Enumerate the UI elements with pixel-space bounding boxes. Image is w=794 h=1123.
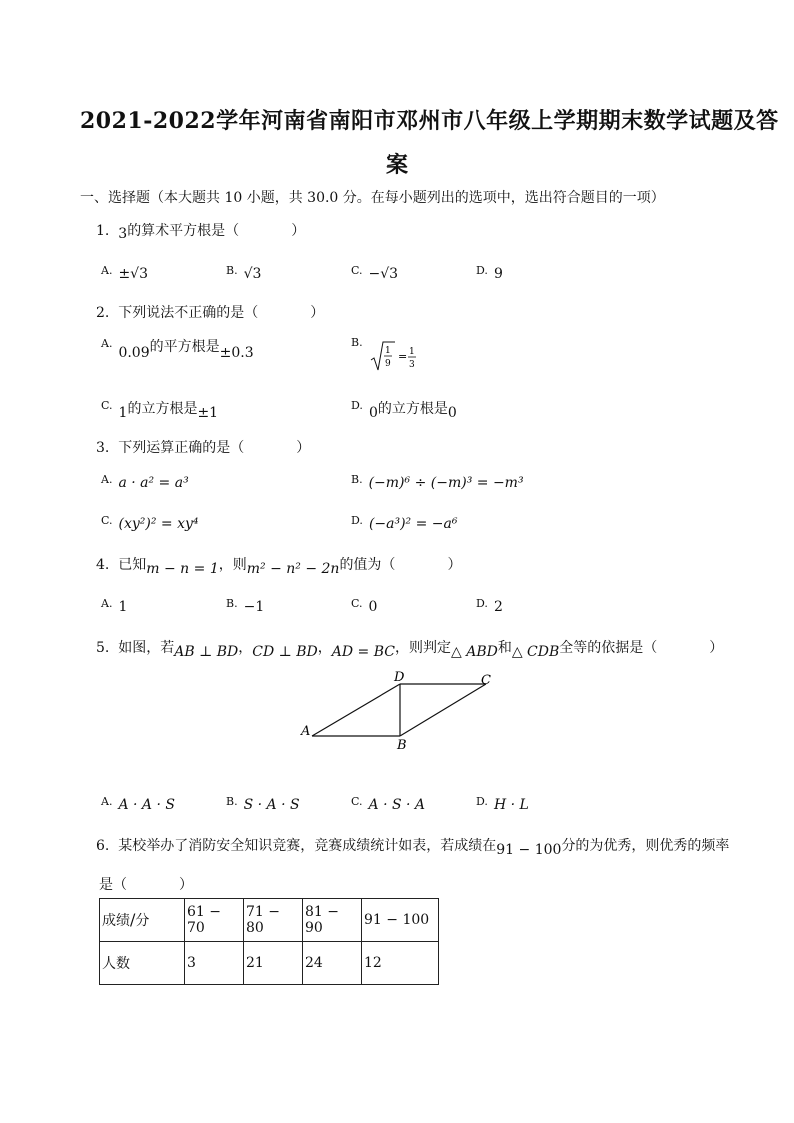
math: AD = BC	[331, 644, 395, 660]
option-label: B.	[351, 473, 363, 486]
paren-close: ）	[310, 305, 325, 321]
math: 0	[447, 405, 457, 421]
question-text: 某校举办了消防安全知识竞赛，竞赛成绩统计如表，若成绩在	[118, 838, 497, 854]
option-value: A · S · A	[368, 797, 426, 813]
table-row	[100, 942, 439, 985]
q4-option-a[interactable]	[101, 597, 127, 615]
option-label: B.	[226, 264, 238, 277]
question-4	[96, 554, 461, 577]
option-label: D.	[476, 795, 488, 808]
label-b: B	[397, 738, 407, 753]
question-text: ，则	[218, 557, 247, 573]
question-number: 6.	[96, 838, 110, 854]
q4-option-c[interactable]	[351, 597, 377, 615]
q2-option-c[interactable]	[101, 398, 218, 421]
math: m² − n² − 2n	[246, 561, 340, 577]
corner-unit: 分	[135, 913, 150, 929]
option-label: C.	[351, 264, 363, 277]
segment-bc	[400, 684, 486, 736]
q5-option-b[interactable]	[226, 795, 300, 813]
question-1	[96, 220, 305, 242]
math: 0.09	[118, 345, 150, 361]
question-text: 分的为优秀，则优秀的频率	[561, 838, 730, 854]
option-label: D.	[351, 399, 363, 412]
option-value: 2	[493, 599, 503, 615]
option-text: 的立方根是	[127, 401, 198, 417]
q5-option-d[interactable]	[476, 795, 529, 813]
table-cell: 12	[362, 942, 439, 985]
label-a: A	[301, 724, 311, 739]
svg-text:1: 1	[409, 347, 415, 357]
option-label: B.	[226, 597, 238, 610]
table-corner-cell: 成绩/分	[100, 899, 185, 942]
table-header-cell: 71 − 80	[244, 899, 303, 942]
label-c: C	[481, 673, 491, 688]
option-value: √3	[243, 266, 262, 282]
question-number: 2.	[96, 305, 110, 321]
q2-option-b[interactable]	[351, 336, 415, 370]
math: △ ABD	[451, 644, 498, 660]
option-label: C.	[351, 795, 363, 808]
svg-text:1: 1	[385, 346, 391, 356]
question-text: 如图，若	[118, 640, 175, 656]
option-value: (−m)⁶ ÷ (−m)³ = −m³	[368, 475, 524, 491]
svg-text:3: 3	[409, 360, 415, 370]
question-number: 5.	[96, 640, 110, 656]
math: CD ⊥ BD	[252, 644, 318, 660]
option-label: D.	[476, 264, 488, 277]
option-text: 的立方根是	[377, 401, 448, 417]
q5-option-c[interactable]	[351, 795, 425, 813]
q4-option-b[interactable]	[226, 597, 264, 615]
option-label: D.	[351, 514, 363, 527]
question-text: 是（	[99, 877, 127, 893]
option-value: −1	[243, 599, 265, 615]
paren-close: ）	[291, 223, 306, 239]
option-label: A.	[101, 337, 113, 350]
q3-option-b[interactable]	[351, 473, 524, 491]
table-header-cell: 81 − 90	[303, 899, 362, 942]
option-text: 的平方根是	[149, 339, 220, 355]
math: △ CDB	[511, 644, 560, 660]
math: AB ⊥ BD	[174, 644, 239, 660]
option-value: (−a³)² = −a⁶	[368, 516, 458, 532]
score-table	[99, 898, 439, 985]
question-5	[96, 637, 723, 660]
table-cell: 3	[185, 942, 244, 985]
option-label: C.	[351, 597, 363, 610]
q1-option-b[interactable]	[226, 264, 261, 282]
option-value: a · a² = a³	[118, 475, 189, 491]
option-label: A.	[101, 597, 113, 610]
segment-ad	[312, 684, 400, 736]
option-value: (xy²)² = xy⁴	[118, 516, 199, 532]
punct: ，	[317, 640, 332, 656]
option-label: C.	[101, 514, 113, 527]
question-text: 和	[497, 640, 512, 656]
question-text: 已知	[118, 557, 147, 573]
option-value: −√3	[368, 266, 399, 282]
option-label: B.	[226, 795, 238, 808]
section-heading: 一、选择题（本大题共 10 小题，共 30.0 分。在每小题列出的选项中，选出符合题目的一项）	[80, 190, 665, 206]
option-value: ±√3	[118, 266, 149, 282]
question-text: ，则判定	[395, 640, 451, 656]
q4-option-d[interactable]	[476, 597, 503, 615]
table-header-cell: 61 − 70	[185, 899, 244, 942]
paren-close: ）	[296, 440, 311, 456]
paren-close: ）	[709, 640, 724, 656]
q1-option-c[interactable]	[351, 264, 398, 282]
table-cell: 21	[244, 942, 303, 985]
table-header-row	[100, 899, 439, 942]
math: 0	[368, 405, 378, 421]
svg-text:=: =	[398, 350, 408, 363]
question-text: 的值为（	[339, 557, 396, 573]
option-label: A.	[101, 473, 113, 486]
table-header-cell: 91 − 100	[362, 899, 439, 942]
question-text: 下列说法不正确的是（	[118, 305, 259, 321]
q2-option-d[interactable]	[351, 398, 457, 421]
question-6	[96, 835, 729, 858]
question-number: 3.	[96, 440, 110, 456]
table-cell: 24	[303, 942, 362, 985]
question-number: 1.	[96, 223, 110, 239]
math: 3	[118, 226, 128, 242]
question-2	[96, 302, 324, 322]
question-6-cont	[99, 874, 193, 894]
question-text: 全等的依据是（	[559, 640, 658, 656]
math: m − n = 1	[146, 561, 219, 577]
punct: ，	[238, 640, 253, 656]
question-text: 下列运算正确的是（	[118, 440, 245, 456]
option-label: D.	[476, 597, 488, 610]
question-number: 4.	[96, 557, 110, 573]
page-title-cont: 案	[386, 152, 409, 178]
q1-option-d[interactable]	[476, 264, 503, 282]
option-value: H · L	[493, 797, 529, 813]
q5-option-a[interactable]	[101, 795, 175, 813]
geometry-figure	[298, 668, 518, 758]
option-label: A.	[101, 795, 113, 808]
option-label: B.	[351, 336, 363, 349]
q1-option-a[interactable]	[101, 264, 148, 282]
question-3	[96, 437, 310, 457]
paren-close: ）	[447, 557, 462, 573]
math: ±0.3	[219, 345, 254, 361]
page-title: 2021-2022学年河南省南阳市邓州市八年级上学期期末数学试题及答	[80, 108, 779, 134]
option-label: C.	[101, 399, 113, 412]
option-value: 1	[118, 599, 128, 615]
math: ±1	[197, 405, 219, 421]
option-value: 0	[368, 599, 378, 615]
q3-option-c[interactable]	[101, 514, 199, 532]
label-d: D	[394, 670, 405, 685]
q3-option-d[interactable]	[351, 514, 457, 532]
q3-option-a[interactable]	[101, 473, 189, 491]
math: 91 − 100	[496, 842, 562, 858]
sqrt-fraction-formula	[369, 338, 421, 378]
table-row-label: 人数	[100, 942, 185, 985]
option-value: 9	[493, 266, 503, 282]
option-value: S · A · S	[243, 797, 300, 813]
svg-text:9: 9	[385, 359, 391, 369]
math: 1	[118, 405, 128, 421]
corner-label: 成绩	[102, 913, 130, 929]
question-text: 的算术平方根是（	[127, 223, 240, 239]
option-value: A · A · S	[118, 797, 175, 813]
q2-option-a[interactable]	[101, 336, 254, 361]
paren-close: ）	[179, 877, 193, 893]
option-label: A.	[101, 264, 113, 277]
